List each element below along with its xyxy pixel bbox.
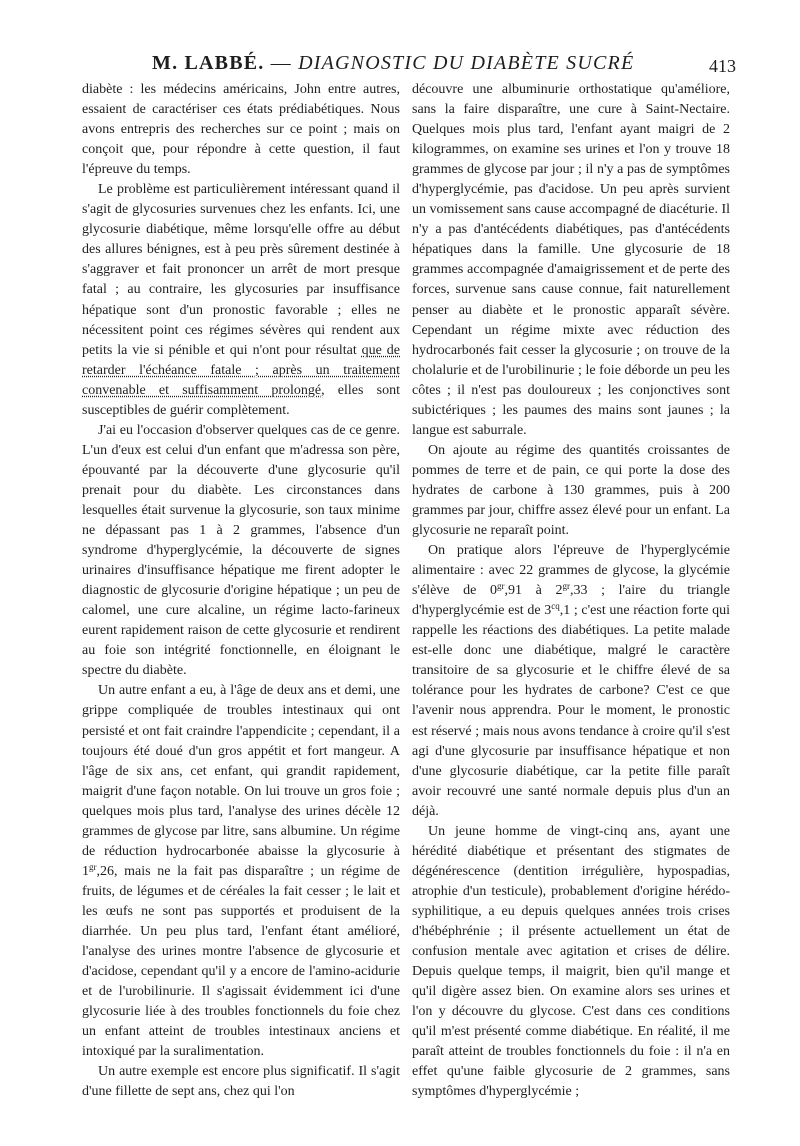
- text-run: Le problème est particulièrement intéressant quand il s'agit de glycosuries survenues chez les enfants. Ici, une glycosurie diabétique, même lorsqu'elle offre au début des allures bénignes, est à peu près sûrement destinée à s'aggraver et fait prononcer un arrêt de mort presque fatal ; au contraire, les glycosuries par insuffisance hépatique sont d'un pronostic favorable ; elles ne nécessitent point ces régimes sévères qui rendent aux petits la vie si pénible et qui n'ont pour résultat: [82, 182, 400, 358]
- text-run: ,33 ; l'aire du triangle d'hyperglycémie est de 3: [412, 583, 731, 619]
- text-run: ,1 ; c'est une réaction forte qui rappelle les réactions des diabétiques. La petite malade est-elle donc une diabétique, malgré le caractère transitoire de sa glycosurie et le chiffre élevé de sa tolérance pour les hydrates de carbone? C'est ce que l'avenir nous apprendra. Pour le moment, le pronostic est réservé ; mais nous avons tendance à croire qu'il s'est agi d'une glycosurie par insuffisance hépatique et non d'une glycosurie diabétique, car la petite fille paraît avoir recouvré une santé normale depuis plus d'un an déjà.: [412, 603, 730, 819]
- paragraph: [82, 180, 400, 421]
- unit-superscript: gr: [496, 581, 505, 592]
- paragraph: J'ai eu l'occasion d'observer quelques cas de ce genre. L'un d'eux est celui d'un enfant que m'adressa son père, épouvanté par la découverte d'une glycosurie qu'il prenait pour du diabète. Les circonstances dans lesquelles était survenue la glycosurie, son taux minime ne dépassant pas 1 à 2 grammes, l'absence d'un syndrome d'hyperglycémie, la découverte de signes urinaires d'insuffisance hépatique me firent adopter le diagnostic de glycosurie d'origine hépatique ; un peu de calomel, une cure alcaline, un régime lacto-farineux eurent rapidement raison de cette glycosurie et rendirent au foie son intégrité fonctionnelle, en éloignant le spectre du diabète.: [82, 422, 400, 679]
- paragraph: Un autre exemple est encore plus significatif. Il s'agit d'une fillette de sept ans, chez qui l'on: [82, 1064, 400, 1100]
- author-name: M. LABBÉ.: [152, 52, 265, 74]
- unit-superscript: gr: [89, 861, 97, 872]
- paragraph: diabète : les médecins américains, John entre autres, essaient de caractériser ces états prédiabétiques. Nous avons entrepris des recherches sur ce point ; mais on conçoit que, pour répondre à cette question, il faut l'épreuve du temps.: [82, 82, 400, 178]
- running-header: [82, 52, 736, 78]
- unit-superscript: gr: [562, 581, 570, 592]
- paragraph: On ajoute au régime des quantités croissantes de pommes de terre et de pain, ce qui porte la dose des hydrates de carbone à 130 grammes, puis à 200 grammes par jour, chiffre assez élevé pour un enfant. La glycosurie ne reparaît point.: [412, 442, 730, 539]
- text-run: Un autre enfant a eu, à l'âge de deux ans et demi, une grippe compliquée de troubles intestinaux qui ont persisté et ont fait craindre l'appendicite ; cependant, il a toujours été doué d'un gros appétit et fort mangeur. A l'âge de six ans, cet enfant, qui grandit rapidement, maigrit d'une façon notable. On lui trouve un gros foie ; quelques mois plus tard, l'analyse des urines décèle 12 grammes de glycose par litre, sans albumine. Un régime de réduction hydrocarbonée abaisse la glycosurie à 1: [82, 683, 400, 879]
- paragraph: [82, 681, 400, 1062]
- underlined-passage: que de retarder l'échéance fatale ; après un traitement convenable et suffisamment prolongé,: [82, 342, 400, 398]
- paragraph: [412, 541, 730, 822]
- paragraph: découvre une albuminurie orthostatique qu'améliore, sans la faire disparaître, une cure à Saint-Nectaire. Quelques mois plus tard, l'enfant ayant maigri de 2 kilogrammes, on examine ses urines et l'on y trouve 18 grammes de glycose par jour ; il n'y a pas de symptômes d'hyperglycémie, pas d'acidose. Un peu après survient un vomissement sans cause accompagné de diacéturie. Il n'y a pas d'antécédents diabétiques, pas d'antécédents hépatiques dans la famille. Une glycosurie de 18 grammes accompagnée d'amaigrissement et de perte des forces, survenue sans cause connue, fait naturellement penser au diabète et le pronostic apparaît sévère. Cependant un régime mixte avec réduction des hydrocarbonés fait cesser la glycosurie ; on trouve de la cholalurie et de l'urobilinurie ; le foie déborde un peu les côtes ; il n'est pas douloureux ; les conjonctives sont subictériques ; les paumes des mains sont jaunes ; la langue est saburrale.: [412, 82, 730, 438]
- unit-superscript: cq: [551, 601, 560, 612]
- right-column: [412, 80, 730, 1102]
- text-run: elles sont susceptibles de guérir complètement.: [82, 382, 400, 418]
- text-run: ,26, mais ne la fait pas disparaître ; un régime de fruits, de légumes et de céréales la fait cesser ; le lait et les œufs ne sont pas supportés et produisent de la diarrhée. Un peu plus tard, l'enfant étant amélioré, l'analyse des urines montre l'absence de glycosurie et d'acidose, cependant qu'il y a encore de l'amino-acidurie et de l'urobilinurie. Il s'agissait évidemment ici d'une glycosurie liée à des troubles fonctionnels du foie chez un enfant atteint de troubles intestinaux anciens et intoxiqué par la suralimentation.: [82, 863, 400, 1060]
- left-column: [82, 80, 400, 1102]
- text-run: ,91 à 2: [504, 583, 563, 599]
- paragraph: Un jeune homme de vingt-cinq ans, ayant une hérédité diabétique et présentant des stigmates de dégénérescence (dentition irrégulière, hypospadias, atrophie d'un testicule), probablement d'origine hérédo-syphilitique, a eu depuis quelques années trois crises d'hébéphrénie ; il présente actuellement un état de confusion mentale avec agitation et crises de délire. Depuis quelque temps, il maigrit, bien qu'il mange et qu'il digère assez bien. On examine alors ses urines et l'on y découvre du glycose. C'est dans ces conditions qu'il m'est présenté comme diabétique. En réalité, il me paraît atteint de troubles fonctionnels du foie : il n'a en effet qu'une faible glycosurie de 2 grammes, sans symptômes d'hyperglycémie ;: [412, 823, 730, 1100]
- article-title: DIAGNOSTIC DU DIABÈTE SUCRÉ: [298, 52, 635, 74]
- running-title: [152, 52, 634, 75]
- page-number: 413: [709, 56, 736, 76]
- text-run: On pratique alors l'épreuve de l'hyperglycémie alimentaire : avec 22 grammes de glycose, la glycémie s'élève de 0: [412, 543, 730, 599]
- title-dash: —: [264, 52, 299, 74]
